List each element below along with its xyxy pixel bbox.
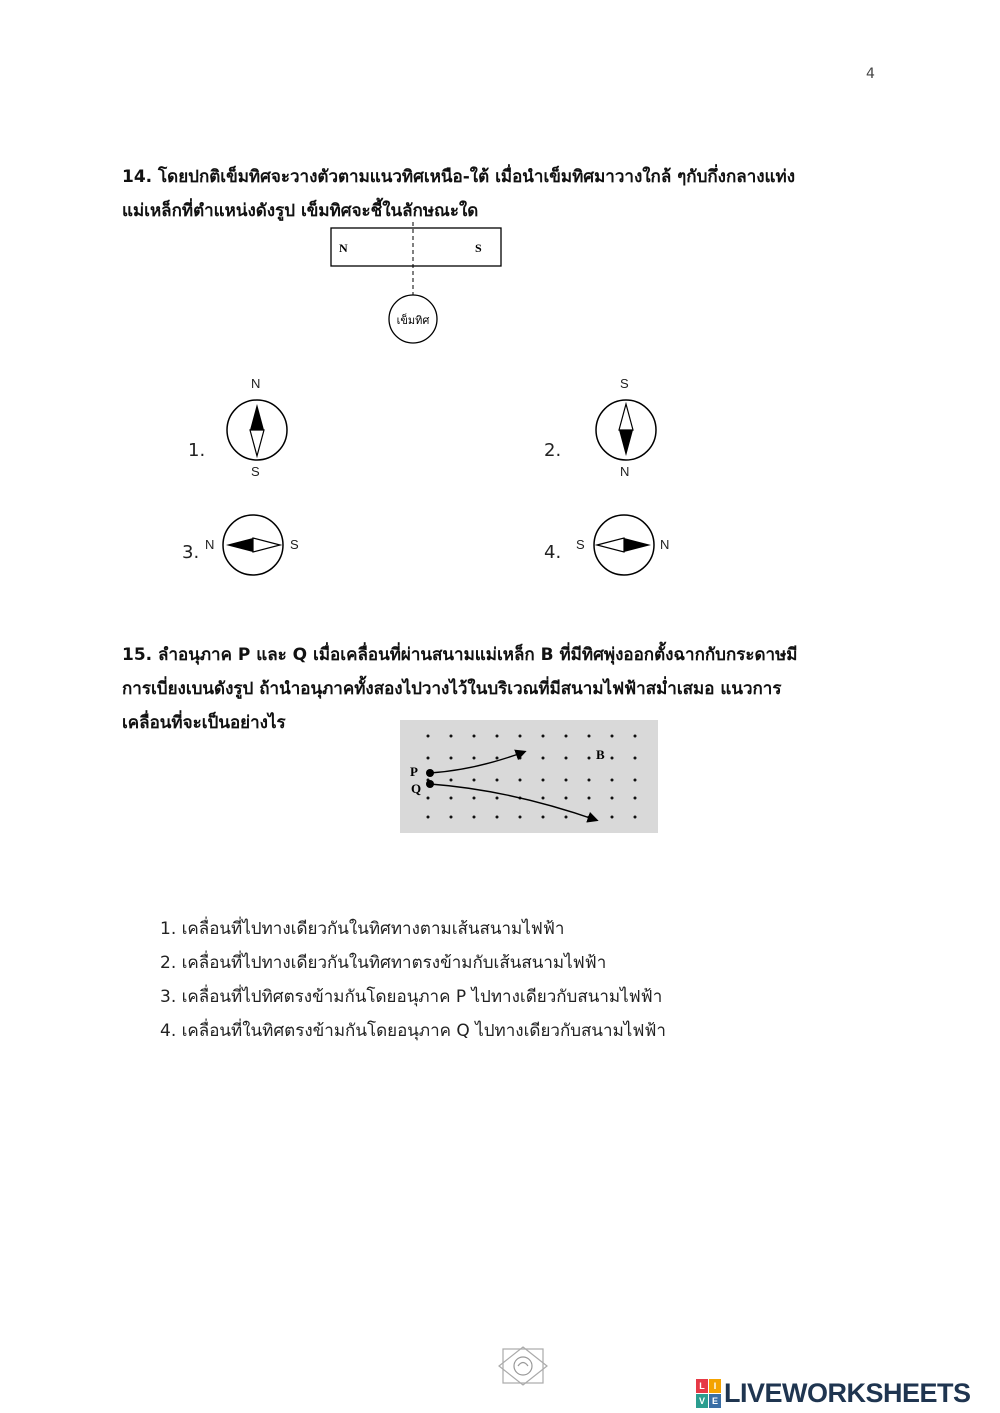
field-dot	[565, 816, 568, 819]
magnet-compass-figure	[325, 222, 510, 352]
question-15-line-2: การเบี่ยงเบนดังรูป ถ้านำอนุภาคทั้งสองไปวางไว้ในบริเวณที่มีสนามไฟฟ้าสม่ำเสมอ แนวการ	[122, 679, 782, 699]
field-dot	[496, 757, 499, 760]
question-14-line-2: แม่เหล็กที่ตำแหน่งดังรูป เข็มทิศจะชี้ในลักษณะใด	[122, 201, 479, 221]
question-15-choices	[160, 912, 666, 1048]
field-dot	[634, 735, 637, 738]
choice-3[interactable]: 3. เคลื่อนที่ไปทิศตรงข้ามกันโดยอนุภาค P ไปทางเดียวกับสนามไฟฟ้า	[160, 987, 663, 1007]
field-dot	[611, 735, 614, 738]
option-2-top-label: S	[620, 376, 629, 391]
badge-letter-i: I	[709, 1379, 721, 1393]
option-3-left-label: N	[205, 537, 215, 552]
field-dot	[634, 757, 637, 760]
field-dot	[565, 735, 568, 738]
option-4-left-label: S	[576, 537, 585, 552]
question-14-line-1: 14. โดยปกติเข็มทิศจะวางตัวตามแนวทิศเหนือ-ใต้ เมื่อนำเข็มทิศมาวางใกล้ ๆกับกึ่งกลางแท่ง	[122, 167, 796, 187]
field-dot	[473, 735, 476, 738]
field-dot	[588, 757, 591, 760]
field-dot	[427, 735, 430, 738]
field-dot	[450, 757, 453, 760]
field-dot	[542, 757, 545, 760]
option-3-compass	[220, 513, 286, 577]
field-dot	[519, 779, 522, 782]
option-1-bottom-label: S	[251, 464, 260, 479]
magnet-south-label: S	[475, 241, 482, 255]
field-dot	[611, 816, 614, 819]
question-15-line-3: เคลื่อนที่จะเป็นอย่างไร	[122, 713, 286, 733]
field-dot	[634, 797, 637, 800]
footer-logo-icon	[497, 1345, 549, 1387]
field-dot	[450, 816, 453, 819]
liveworksheets-badge-icon	[696, 1379, 721, 1408]
option-3-right-label: S	[290, 537, 299, 552]
field-dot	[565, 757, 568, 760]
field-dot	[588, 735, 591, 738]
field-background	[400, 720, 658, 833]
field-dot	[450, 735, 453, 738]
option-2-number: 2.	[544, 440, 562, 461]
field-dot	[496, 779, 499, 782]
field-dot	[496, 735, 499, 738]
option-4-right-label: N	[660, 537, 670, 552]
choice-2[interactable]: 2. เคลื่อนที่ไปทางเดียวกันในทิศทาตรงข้ามกับเส้นสนามไฟฟ้า	[160, 953, 607, 973]
option-3-number: 3.	[182, 542, 200, 563]
field-dot	[565, 779, 568, 782]
field-dot	[473, 779, 476, 782]
field-dot	[450, 779, 453, 782]
field-dot	[588, 779, 591, 782]
particle-q-dot	[426, 780, 434, 788]
field-dot	[473, 757, 476, 760]
field-dot	[542, 735, 545, 738]
field-dot	[542, 779, 545, 782]
option-1-top-label: N	[251, 376, 261, 391]
liveworksheets-watermark	[696, 1378, 971, 1408]
field-dot	[542, 797, 545, 800]
field-dot	[519, 757, 522, 760]
field-dot	[611, 779, 614, 782]
badge-letter-l: L	[696, 1379, 708, 1393]
magnetic-field-figure	[400, 720, 658, 833]
option-4-number: 4.	[544, 542, 562, 563]
magnet-north-label: N	[339, 241, 348, 255]
badge-letter-v: V	[696, 1394, 708, 1408]
option-1-number: 1.	[188, 440, 206, 461]
field-dot	[473, 797, 476, 800]
field-dot	[634, 816, 637, 819]
field-dot	[588, 797, 591, 800]
field-dot	[427, 797, 430, 800]
field-dot	[519, 735, 522, 738]
watermark-text: LIVEWORKSHEETS	[724, 1378, 971, 1408]
particle-p-dot	[426, 769, 434, 777]
option-1-compass	[224, 398, 290, 462]
particle-q-label: Q	[411, 781, 422, 796]
field-dot	[519, 816, 522, 819]
field-dot	[611, 757, 614, 760]
field-dot	[496, 816, 499, 819]
option-4-compass	[591, 513, 657, 577]
choice-1[interactable]: 1. เคลื่อนที่ไปทางเดียวกันในทิศทางตามเส้นสนามไฟฟ้า	[160, 919, 565, 939]
option-2-bottom-label: N	[620, 464, 630, 479]
field-dot	[473, 816, 476, 819]
choice-4[interactable]: 4. เคลื่อนที่ในทิศตรงข้ามกันโดยอนุภาค Q ไปทางเดียวกับสนามไฟฟ้า	[160, 1021, 666, 1041]
field-dot	[496, 797, 499, 800]
field-dot	[450, 797, 453, 800]
field-dot	[634, 779, 637, 782]
field-dot	[427, 757, 430, 760]
field-dot	[427, 816, 430, 819]
badge-letter-e: E	[709, 1394, 721, 1408]
question-14-text	[122, 160, 882, 228]
page-number: 4	[866, 66, 875, 82]
field-b-label: B	[596, 747, 605, 762]
question-15-line-1: 15. ลำอนุภาค P และ Q เมื่อเคลื่อนที่ผ่านสนามแม่เหล็ก B ที่มีทิศพุ่งออกตั้งฉากกับกระดาษมี	[122, 645, 798, 665]
field-dot	[611, 797, 614, 800]
field-dot	[565, 797, 568, 800]
field-dot	[542, 816, 545, 819]
particle-p-label: P	[410, 764, 418, 779]
compass-label: เข็มทิศ	[396, 314, 430, 327]
option-2-compass	[593, 398, 659, 462]
